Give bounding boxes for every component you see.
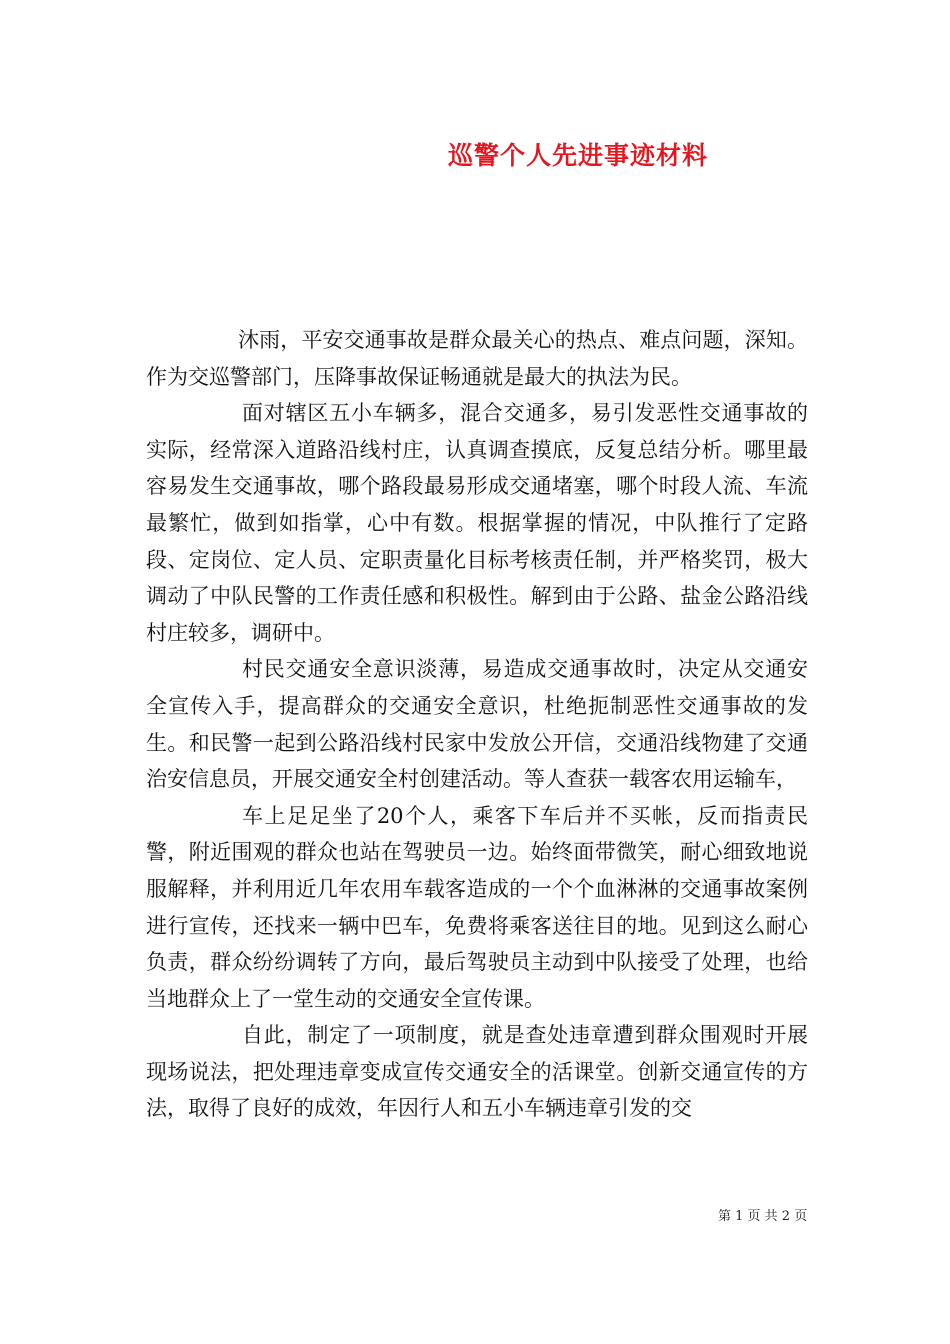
document-body — [146, 322, 808, 1127]
page-footer: 第 1 页 共 2 页 — [718, 1209, 808, 1224]
paragraph-4: 车上足足坐了20个人，乘客下车后并不买帐，反而指责民警，附近围观的群众也站在驾驶员一边。始终面带微笑，耐心细致地说服解释，并利用近几年农用车载客造成的一个个血淋淋的交通事故案例进行宣传，还找来一辆中巴车，免费将乘客送往目的地。见到这么耐心负责，群众纷纷调转了方向，最后驾驶员主动到中队接受了处理，也给当地群众上了一堂生动的交通安全宣传课。 — [146, 803, 808, 1011]
paragraph-1: 沐雨，平安交通事故是群众最关心的热点、难点问题，深知。作为交巡警部门，压降事故保证畅通就是最大的执法为民。 — [146, 328, 808, 389]
paragraph-3: 村民交通安全意识淡薄，易造成交通事故时，决定从交通安全宣传入手，提高群众的交通安全意识，杜绝扼制恶性交通事故的发生。和民警一起到公路沿线村民家中发放公开信，交通沿线物建了交通治安信息员，开展交通安全村创建活动。等人查获一载客农用运输车， — [146, 657, 808, 792]
paragraph-2: 面对辖区五小车辆多，混合交通多，易引发恶性交通事故的实际，经常深入道路沿线村庄，认真调查摸底，反复总结分析。哪里最容易发生交通事故，哪个路段最易形成交通堵塞，哪个时段人流、车流最繁忙，做到如指掌，心中有数。根据掌握的情况，中队推行了定路段、定岗位、定人员、定职责量化目标考核责任制，并严格奖罚，极大调动了中队民警的工作责任感和积极性。解到由于公路、盐金公路沿线村庄较多，调研中。 — [146, 401, 808, 645]
document-title: 巡警个人先进事迹材料 — [448, 141, 709, 170]
paragraph-5: 自此，制定了一项制度，就是查处违章遭到群众围观时开展现场说法，把处理违章变成宣传交通安全的活课堂。创新交通宣传的方法，取得了良好的成效，年因行人和五小车辆违章引发的交 — [146, 1023, 808, 1121]
